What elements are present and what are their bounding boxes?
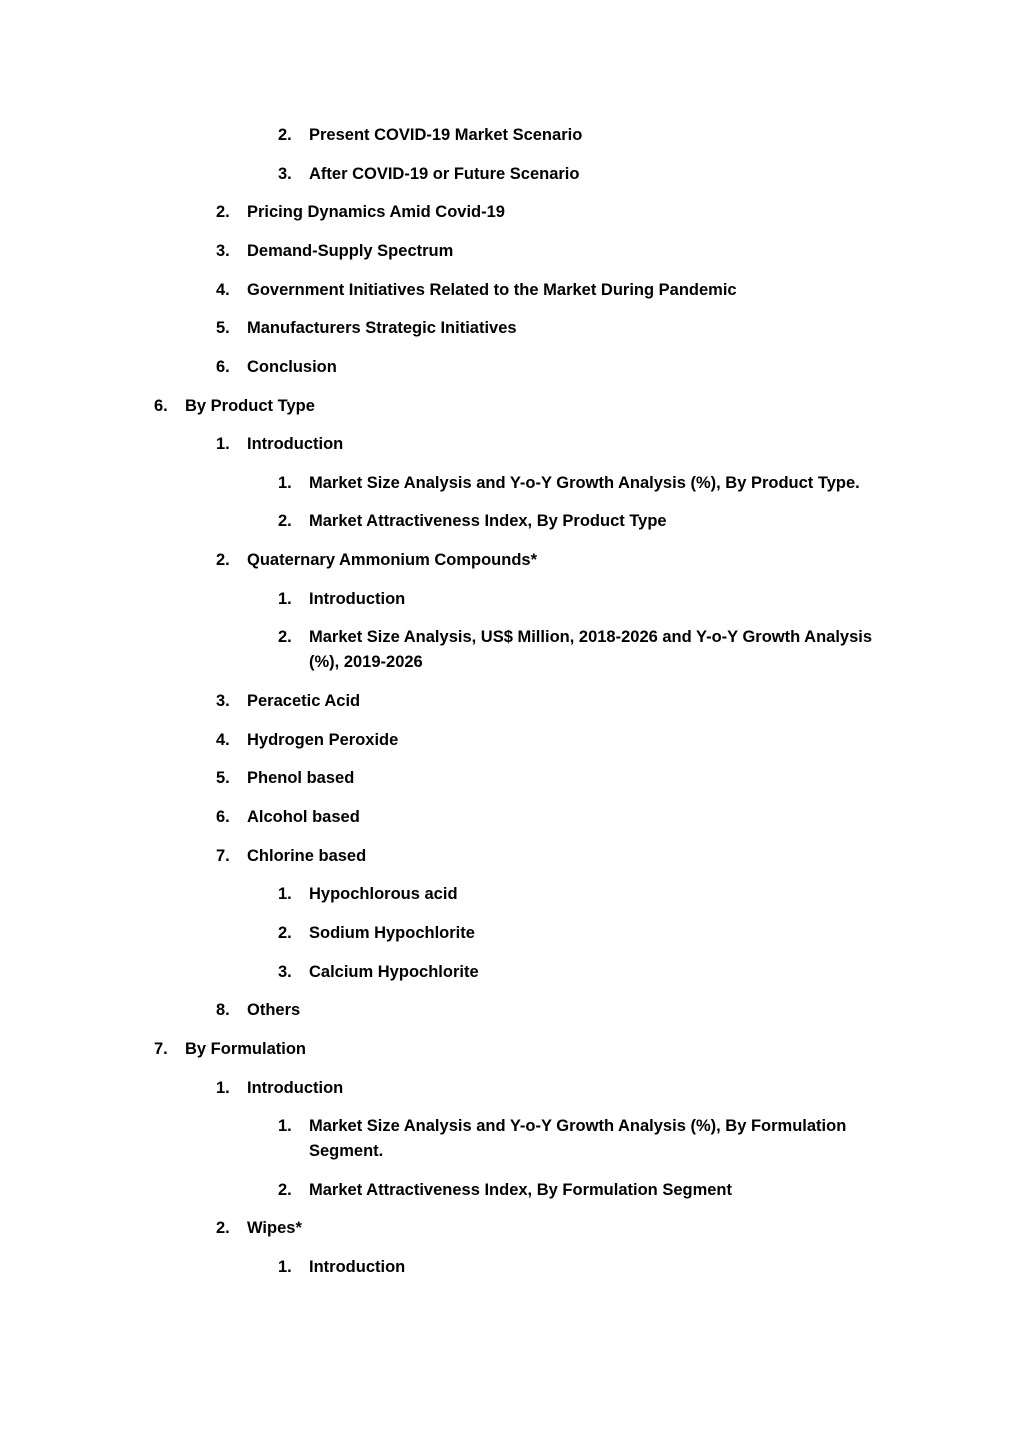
- toc-entry-text: Introduction: [309, 590, 406, 608]
- toc-entry-number: 6.: [216, 358, 230, 376]
- toc-entry-text: Chlorine based: [247, 847, 367, 865]
- toc-entry-number: 3.: [216, 242, 230, 260]
- toc-entry-number: 5.: [216, 319, 230, 337]
- toc-entry-number: 2.: [278, 512, 292, 530]
- toc-entry-number: 5.: [216, 769, 230, 787]
- toc-entry-number: 2.: [278, 126, 292, 144]
- toc-entry-number: 6.: [154, 397, 168, 415]
- toc-entry-text: Introduction: [309, 1258, 406, 1276]
- toc-entry-text: Hypochlorous acid: [309, 885, 458, 903]
- toc-entry-number: 7.: [154, 1040, 168, 1058]
- toc-entry-text: Alcohol based: [247, 808, 360, 826]
- toc-entry-number: 1.: [216, 1079, 230, 1097]
- toc-entry-number: 8.: [216, 1001, 230, 1019]
- toc-entry-text: Market Attractiveness Index, By Product Type: [309, 512, 667, 530]
- toc-entry-text: Market Attractiveness Index, By Formulation Segment: [309, 1181, 732, 1199]
- toc-entry-number: 2.: [216, 1219, 230, 1237]
- toc-entry-text: Market Size Analysis, US$ Million, 2018-2026 and Y-o-Y Growth Analysis (%), 2019-2026: [309, 628, 873, 671]
- toc-entry-number: 7.: [216, 847, 230, 865]
- toc-entry-number: 1.: [278, 885, 292, 903]
- toc-entry-text: By Formulation: [185, 1040, 307, 1058]
- toc-entry-text: Introduction: [247, 1079, 344, 1097]
- toc-entry-text: Peracetic Acid: [247, 692, 361, 710]
- toc-entry-text: Phenol based: [247, 769, 355, 787]
- toc-entry-number: 1.: [216, 435, 230, 453]
- toc-entry-text: Hydrogen Peroxide: [247, 731, 399, 749]
- toc-entry-text: Market Size Analysis and Y-o-Y Growth Analysis (%), By Product Type.: [309, 474, 860, 492]
- toc-entry-number: 1.: [278, 1117, 292, 1135]
- toc-entry-number: 2.: [278, 1181, 292, 1199]
- toc-entry-text: Conclusion: [247, 358, 337, 376]
- toc-entry-text: Quaternary Ammonium Compounds*: [247, 551, 537, 569]
- toc-entry-number: 2.: [216, 551, 230, 569]
- toc-entry-text: Wipes*: [247, 1219, 302, 1237]
- toc-entry-number: 3.: [278, 963, 292, 981]
- toc-entry-text: Pricing Dynamics Amid Covid-19: [247, 203, 505, 221]
- toc-entry-text: Manufacturers Strategic Initiatives: [247, 319, 517, 337]
- toc-entry-text: Introduction: [247, 435, 344, 453]
- toc-entry-text: Others: [247, 1001, 301, 1019]
- toc-entry-number: 4.: [216, 281, 230, 299]
- toc-entry-text: Government Initiatives Related to the Market During Pandemic: [247, 281, 737, 299]
- toc-entry-text: Calcium Hypochlorite: [309, 963, 479, 981]
- toc-entry-text: Present COVID-19 Market Scenario: [309, 126, 583, 144]
- toc-entry-number: 4.: [216, 731, 230, 749]
- toc-entry-number: 2.: [216, 203, 230, 221]
- toc-entry-number: 1.: [278, 1258, 292, 1276]
- toc-entry-text: Market Size Analysis and Y-o-Y Growth Analysis (%), By Formulation Segment.: [309, 1117, 847, 1160]
- toc-entry-text: By Product Type: [185, 397, 315, 415]
- toc-entry-number: 2.: [278, 924, 292, 942]
- toc-entry-number: 1.: [278, 474, 292, 492]
- toc-entry-number: 6.: [216, 808, 230, 826]
- toc-entry-number: 3.: [216, 692, 230, 710]
- toc-entry-number: 2.: [278, 628, 292, 646]
- toc-entry-text: After COVID-19 or Future Scenario: [309, 165, 580, 183]
- toc-entry-text: Sodium Hypochlorite: [309, 924, 475, 942]
- toc-entry-number: 1.: [278, 590, 292, 608]
- toc-entry-text: Demand-Supply Spectrum: [247, 242, 454, 260]
- toc-entry-number: 3.: [278, 165, 292, 183]
